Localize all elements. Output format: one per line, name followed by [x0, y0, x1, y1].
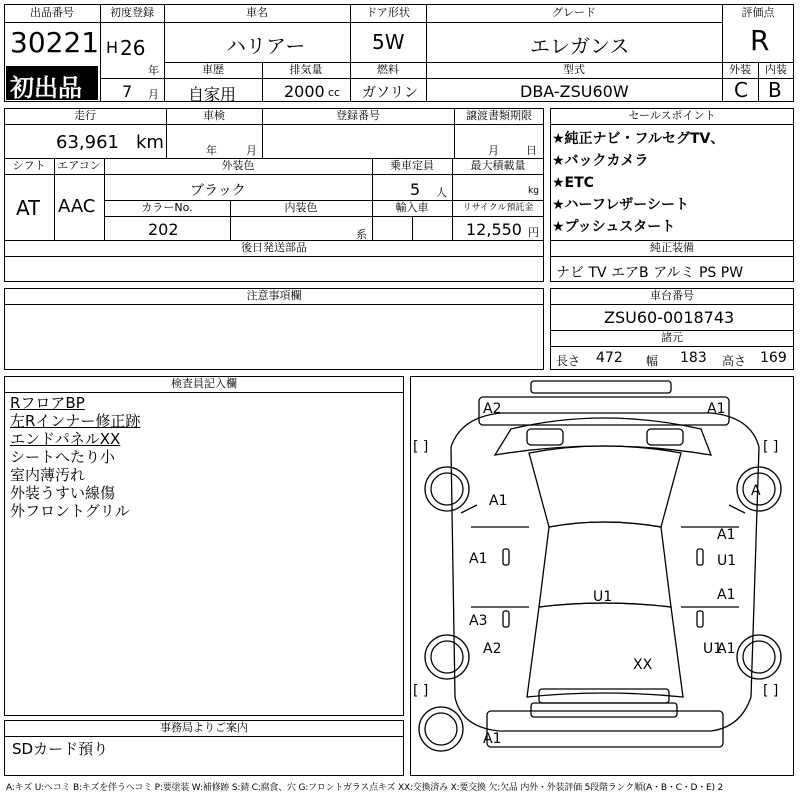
sales-point-item: ★ハーフレザーシート [552, 197, 690, 213]
legend-footer: A:キズ U:ヘコミ B:キズを伴うヘコミ P:要塗装 W:補修跡 S:錆 C:腐食、穴 G:フロントガラス点キズ XX:交換済み X:要交換 欠:欠品 内外・外装評価 5段階ランク順(A・B・C・D・E) 2 [6, 783, 724, 793]
car-name: ハリアー [226, 34, 306, 58]
length: 472 [596, 350, 623, 366]
mileage: 63,961 [56, 132, 119, 153]
inspector-note: RフロアBP [10, 394, 85, 412]
damage-mark: A2 [483, 401, 502, 417]
history: 自家用 [188, 85, 237, 104]
damage-mark: A [751, 483, 761, 499]
interior-grade: B [768, 78, 782, 102]
transfer-deadline-label: 譲渡書類期限 [466, 109, 532, 122]
damage-mark: A2 [483, 641, 502, 657]
damage-mark: A1 [483, 731, 502, 747]
damage-mark: A1 [469, 551, 488, 567]
lot-number: 30221 [10, 26, 100, 59]
aircon-label: エアコン [57, 159, 101, 172]
era: H [106, 38, 119, 57]
inspector-note: 外フロントグリル [10, 502, 130, 520]
load-unit: kg [528, 186, 539, 196]
damage-mark: XX [633, 657, 653, 673]
length-label: 長さ [556, 354, 581, 368]
inspector-note: 外装うすい線傷 [10, 484, 116, 502]
office-notice-label: 事務局よりご案内 [160, 721, 248, 734]
displacement: 2000 [284, 82, 325, 101]
seating-capacity-label: 乗車定員 [390, 159, 434, 172]
sales-point-item: ★ETC [552, 175, 594, 191]
width-label: 幅 [646, 354, 659, 368]
office-notice: SDカード預り [12, 740, 109, 758]
aircon: AAC [58, 196, 96, 217]
seating-capacity: 5 [410, 180, 421, 199]
height: 169 [760, 350, 787, 366]
inspector-note: シートへたり小 [10, 448, 116, 466]
color-number: 202 [148, 220, 179, 239]
chassis-number-label: 車台番号 [650, 289, 694, 302]
inspection-year-unit: 年 [206, 144, 217, 157]
registration-month: 7 [122, 82, 133, 101]
inspection-label: 車検 [203, 109, 225, 122]
damage-mark: A1 [489, 493, 508, 509]
damage-mark: A3 [469, 613, 488, 629]
sales-points-label: セールスポイント [628, 109, 716, 122]
chassis-number: ZSU60-0018743 [604, 308, 735, 327]
sales-point-item: ★純正ナビ・フルセグTV、 [552, 131, 725, 147]
fuel-label: 燃料 [377, 63, 399, 76]
door-type: 5W [372, 30, 405, 54]
displacement-label: 排気量 [289, 63, 323, 76]
equipment: ナビ TV エアB アルミ PS PW [556, 265, 744, 281]
color-number-label: カラーNo. [141, 201, 193, 214]
grade-label: グレード [552, 6, 596, 19]
registration-number-label: 登録番号 [336, 109, 380, 122]
mileage-label: 走行 [74, 109, 96, 122]
model-label: 型式 [563, 63, 585, 76]
first-listing-badge-text: 初出品 [10, 74, 82, 102]
first-registration-label: 初度登録 [110, 6, 154, 19]
transfer-month-unit: 月 [488, 144, 499, 157]
recycle-fee-unit: 円 [528, 226, 539, 239]
score-label: 評価点 [741, 6, 775, 19]
sales-point-item: ★バックカメラ [552, 153, 649, 169]
seating-unit: 人 [436, 186, 447, 199]
inspector-note: 室内薄汚れ [10, 466, 86, 484]
year-unit: 年 [148, 64, 159, 77]
bracket-left-bottom: [ ] [413, 683, 429, 699]
interior-color-label: 内装色 [284, 201, 318, 214]
damage-diagram [410, 376, 794, 776]
inspector-note: エンドパネルXX [10, 430, 121, 448]
mileage-unit: km [136, 132, 164, 153]
damage-mark: U1 [717, 553, 737, 569]
displacement-unit: cc [328, 86, 341, 99]
bracket-right-top: [ ] [763, 439, 779, 455]
car-outline-diagram [411, 377, 795, 777]
bracket-left-top: [ ] [413, 439, 429, 455]
damage-mark: A1 [707, 401, 726, 417]
later-shipment-parts-label: 後日発送部品 [241, 241, 307, 254]
interior-color-unit: 系 [356, 228, 367, 241]
fuel: ガソリン [362, 85, 418, 101]
exterior-grade: C [734, 78, 748, 102]
damage-mark: A1 [717, 587, 736, 603]
door-type-label: ドア形状 [366, 6, 410, 19]
interior-grade-label: 内装 [765, 63, 787, 76]
bracket-right-bottom: [ ] [763, 683, 779, 699]
max-load-label: 最大積載量 [470, 159, 526, 172]
caution-label: 注意事項欄 [246, 289, 302, 302]
inspector-notes-label: 検査員記入欄 [171, 377, 237, 390]
equipment-label: 純正装備 [650, 241, 694, 254]
exterior-grade-label: 外装 [729, 63, 751, 76]
shift-label: シフト [12, 159, 46, 172]
shift: AT [16, 196, 41, 220]
lot-number-label: 出品番号 [30, 6, 74, 19]
height-label: 高さ [722, 354, 747, 368]
car-name-label: 車名 [246, 6, 268, 19]
damage-mark: U1 [593, 589, 613, 605]
import-label: 輸入車 [395, 201, 429, 214]
damage-mark: A1 [717, 641, 736, 657]
month-unit: 月 [148, 88, 159, 101]
exterior-color-label: 外装色 [221, 159, 255, 172]
inspection-month-unit: 月 [246, 144, 257, 157]
model-code: DBA-ZSU60W [520, 82, 629, 101]
grade: エレガンス [530, 34, 630, 58]
specs-label: 諸元 [661, 331, 683, 344]
transfer-day-unit: 日 [526, 144, 537, 157]
damage-mark: U1 [703, 641, 723, 657]
history-label: 車歴 [202, 63, 224, 76]
sales-point-item: ★プッシュスタート [552, 219, 676, 235]
recycle-fee-label: リサイクル預託金 [462, 203, 534, 213]
exterior-color: ブラック [190, 183, 246, 199]
inspector-notes-list [10, 394, 140, 520]
sales-points-list [552, 128, 792, 238]
recycle-fee: 12,550 [466, 220, 522, 239]
registration-year: 26 [120, 36, 146, 60]
width: 183 [680, 350, 707, 366]
inspector-note: 左Rインナー修正跡 [10, 412, 141, 430]
damage-mark: A1 [717, 527, 736, 543]
score: R [750, 24, 770, 57]
